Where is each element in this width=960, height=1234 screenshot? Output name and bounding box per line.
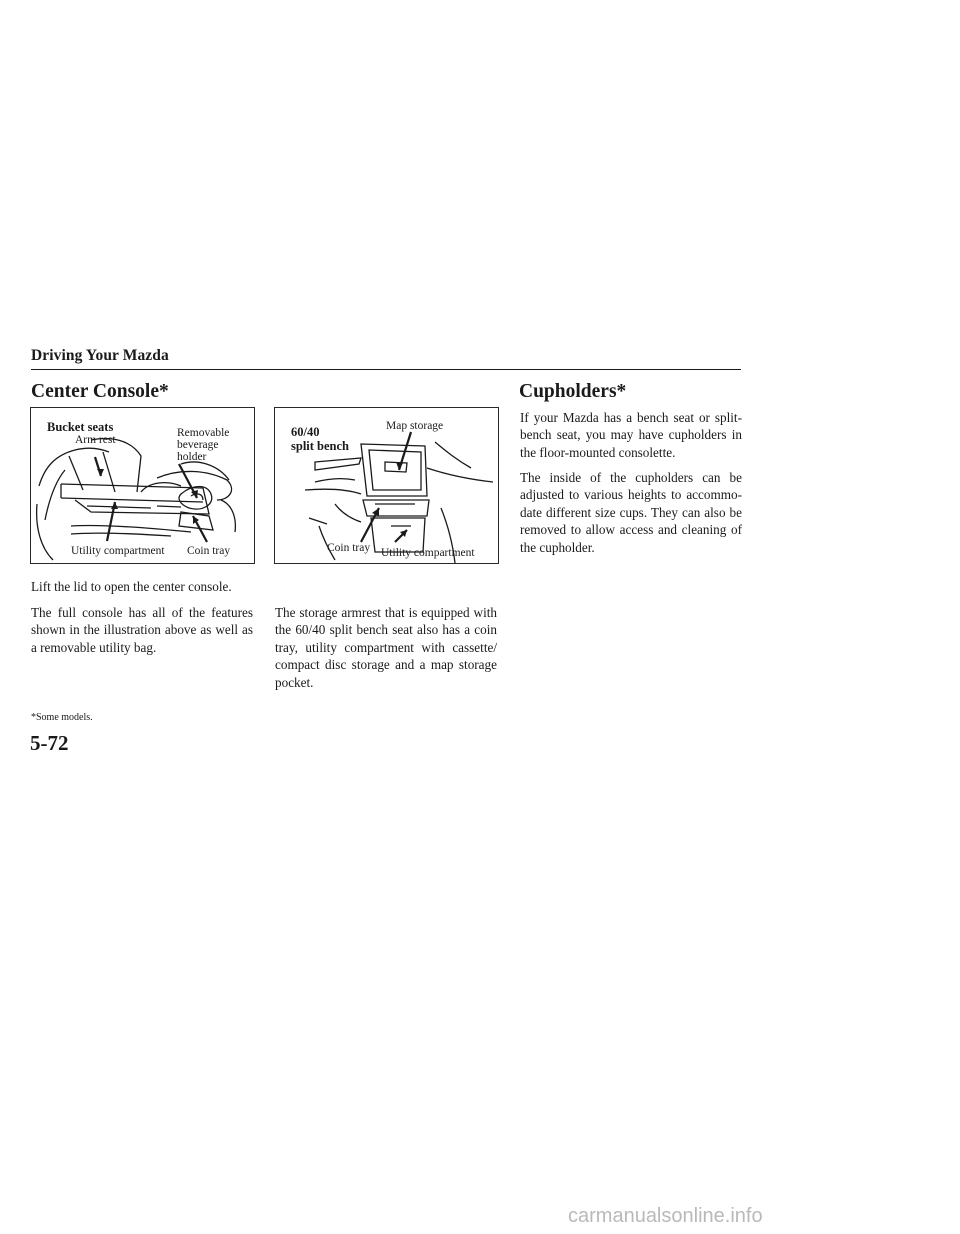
header-rule: [31, 369, 741, 370]
section-header: Driving Your Mazda: [31, 347, 169, 364]
split-bench-label-line-1: 60/40: [291, 425, 320, 439]
utility-compartment-callout: Utility compartment: [71, 545, 165, 557]
beverage-holder-callout-line-3: holder: [177, 451, 207, 463]
footnote: *Some models.: [31, 712, 93, 723]
arm-rest-callout: Arm rest: [75, 434, 116, 446]
split-bench-figure: [274, 407, 499, 564]
beverage-holder-callout-line-1: Removable: [177, 427, 230, 439]
cupholders-paragraph-2: The inside of the cupholders can be adjusted to various heights to accommo-date different size cups. They can also be removed to allow access and cleaning of the cupholder.: [520, 470, 742, 555]
utility-compartment-callout-bench: Utility compartment: [381, 547, 475, 559]
center-console-title: Center Console*: [31, 381, 169, 402]
console-paragraph-1: Lift the lid to open the center console.: [31, 579, 232, 594]
coin-tray-callout-bench: Coin tray: [327, 542, 371, 554]
beverage-holder-callout-line-2: beverage: [177, 439, 219, 451]
coin-tray-callout: Coin tray: [187, 545, 231, 557]
cupholders-paragraph-1: If your Mazda has a bench seat or split-bench seat, you may have cupholders in the floor-mounted consolette.: [520, 410, 742, 460]
bench-paragraph-1: The storage armrest that is equipped with the 60/40 split bench seat also has a coin tray, utility compartment with cassette/ compact disc storage and a map storage pocket.: [275, 605, 497, 690]
bucket-seats-label: Bucket seats: [47, 420, 114, 434]
cupholders-title: Cupholders*: [519, 381, 627, 402]
page-number: 5-72: [30, 731, 69, 755]
watermark: carmanualsonline.info: [568, 1205, 763, 1227]
console-paragraph-2: The full console has all of the features shown in the illustration above as well as a removable utility bag.: [31, 605, 253, 655]
split-bench-label-line-2: split bench: [291, 439, 350, 453]
map-storage-callout: Map storage: [386, 420, 444, 432]
bucket-seats-figure: [30, 407, 255, 564]
